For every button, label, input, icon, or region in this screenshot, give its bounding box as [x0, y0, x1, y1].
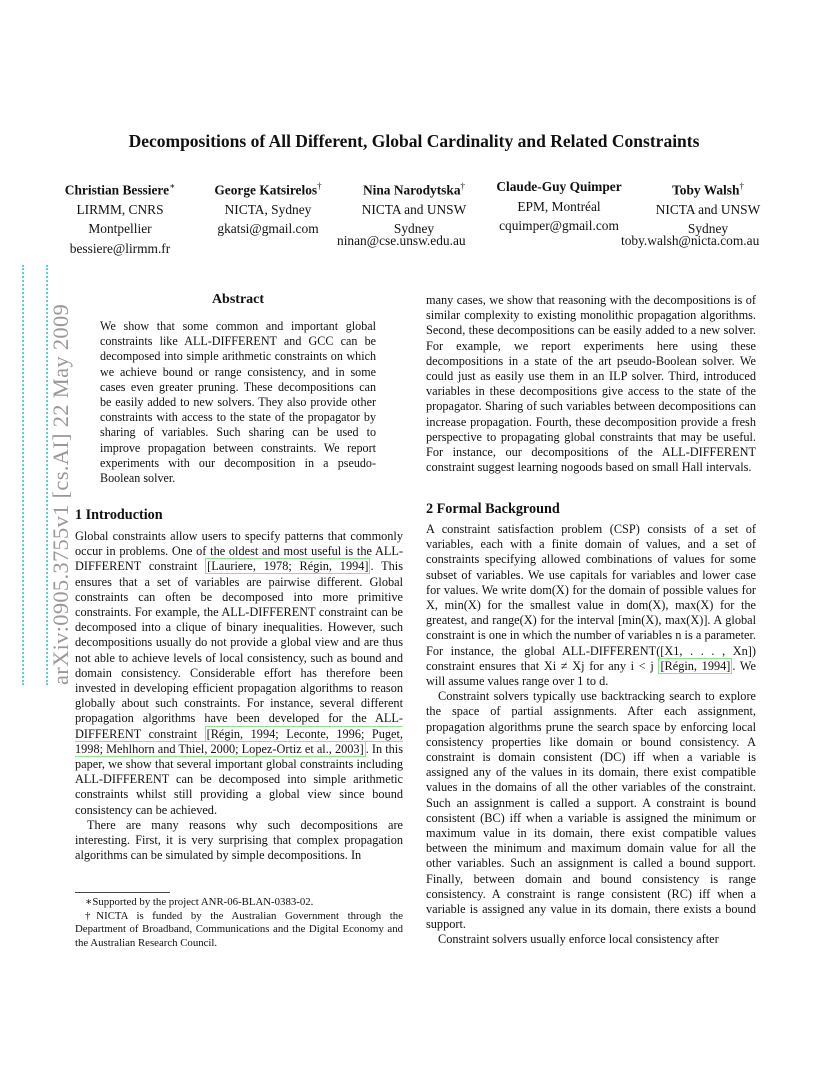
footnote-2: †NICTA is funded by the Australian Government through the Department of Broadband, Communications and the Digital Economy and the Australian Research Council. — [75, 909, 403, 949]
section-heading-formal-background: 2 Formal Background — [426, 501, 560, 517]
author-city: Sydney — [687, 221, 729, 237]
author-affiliation: NICTA and UNSW — [361, 201, 467, 217]
author-email: ninan@cse.unsw.edu.au — [337, 233, 466, 248]
author-affiliation: NICTA and UNSW — [655, 201, 761, 217]
author-name: Christian Bessiere — [64, 182, 170, 198]
section-heading-introduction: 1 Introduction — [75, 507, 163, 523]
author-city: Montpellier — [88, 221, 152, 237]
intro-body — [75, 529, 403, 863]
abstract-body — [100, 319, 376, 486]
author-block-walsh — [640, 177, 776, 239]
background-paragraph-1 — [426, 522, 756, 689]
link-border — [22, 265, 48, 685]
author-name: Claude-Guy Quimper — [496, 179, 622, 194]
author-mark: † — [317, 181, 322, 191]
author-email: cquimper@gmail.com — [499, 218, 619, 233]
author-name: Nina Narodytska — [362, 182, 461, 198]
arxiv-stamp[interactable] — [22, 265, 73, 685]
author-mark: † — [739, 181, 744, 191]
author-email: bessiere@lirmm.fr — [69, 240, 171, 256]
abstract-heading: Abstract — [211, 292, 265, 307]
author-email: gkatsi@gmail.com — [217, 221, 319, 237]
author-mark: ∗ — [169, 181, 176, 191]
author-block-narodytska — [346, 177, 482, 239]
author-block-bessiere — [50, 177, 190, 258]
citation-link[interactable]: [Régin, 1994] — [660, 658, 731, 673]
text-run: . This ensures that a set of variables are pairwise different. Global constraints can often be decomposed into more primitive constraints. For example, the ALL-DIFFERENT constraint can be decomposed into a clique of binary inequalities. However, such decompositions usually do not provide a global view and are thus not able to achieve levels of local consistency, such as bound and domain consistency. Considerable effort has therefore been invested in developing efficient propagation algorithms to reason globally about such constraints. For instance, several different propagation algorithms have been developed for the ALL-DIFFERENT constraint — [75, 559, 403, 741]
citation-link[interactable]: [Régin, 1994; Leconte, 1996; Puget, 1998; Mehlhorn and Thiel, 2000; Lopez-Ortiz et al., 2003] — [75, 726, 404, 756]
text-run: A constraint satisfaction problem (CSP) consists of a set of variables, each with a finite domain of values, and a set of constraints specifying allowed combinations of values for some subset of variables. We use capitals for variables and lower case for values. We write dom(X) for the domain of possible values for X, min(X) for the smallest value in dom(X), max(X) for the greatest, and range(X) for the interval [min(X), max(X)]. A global constraint is one in which the number of variables n is a parameter. For instance, the global ALL-DIFFERENT([X1, . . . , Xn]) constraint ensures that Xi ≠ Xj for any i < j — [426, 522, 756, 673]
intro-continuation: many cases, we show that reasoning with the decompositions is of similar complexity to existing monolithic propagation algorithms. Second, these decompositions can be easily added to a new solver. For example, we report experiments here using these decompositions in a state of the art pseudo-Boolean solver. We could just as easily use them in an ILP solver. Third, introduced variables in these decompositions give access to the state of the propagator. Sharing of such variables between decompositions can increase propagation. Fourth, these decomposition provide a fresh perspective to propagating global constraints that may be useful. For instance, our decompositions of the ALL-DIFFERENT constraint suggest learning nogoods based on small Hall intervals. — [426, 293, 756, 475]
author-city: Sydney — [393, 221, 435, 237]
background-body — [426, 522, 756, 948]
author-affiliation: NICTA, Sydney — [224, 201, 312, 217]
author-name: George Katsirelos — [214, 182, 318, 198]
citation-link[interactable]: [Lauriere, 1978; Régin, 1994] — [207, 559, 369, 574]
author-email: toby.walsh@nicta.com.au — [621, 233, 760, 248]
author-block-katsirelos — [198, 177, 338, 239]
text-run: . In this paper, we show that several important global constraints including ALL-DIFFERENT can be decomposed into simple arithmetic constraints whilst still providing a global view since bound consistency can be achieved. — [75, 741, 404, 817]
intro-paragraph-2: There are many reasons why such decompositions are interesting. First, it is very surprising that complex propagation algorithms can be simulated by simple decompositions. In — [75, 817, 403, 863]
author-affiliation: LIRMM, CNRS — [76, 201, 164, 217]
author-block-quimper — [484, 177, 634, 236]
text-run: Global constraints allow users to specify patterns that commonly occur in problems. One of the oldest and most useful is the ALL-DIFFERENT constraint — [75, 529, 403, 574]
footnote-1: ∗Supported by the project ANR-06-BLAN-0383-02. — [85, 896, 314, 908]
paper-title: Decompositions of All Different, Global Cardinality and Related Constraints — [128, 131, 700, 151]
right-column-continuation — [426, 293, 756, 475]
footnote-rule — [75, 892, 170, 893]
abstract-text: We show that some common and important global constraints like ALL-DIFFERENT and GCC can be decomposed into simple arithmetic constraints on which we achieve bound or range consistency, and in some cases even greater pruning. These decompositions can be easily added to new solvers. They also provide other constraints with access to the state of the propagator by sharing of variables. Such sharing can be used to improve propagation between constraints. We report experiments with our decomposition in a pseudo-Boolean solver. — [100, 319, 376, 486]
arxiv-stamp-text: arXiv:0905.3755v1 [cs.AI] 22 May 2009 — [48, 303, 73, 685]
footnotes — [75, 896, 403, 950]
author-mark: † — [460, 181, 466, 191]
author-name: Toby Walsh — [672, 182, 740, 198]
background-paragraph-2: Constraint solvers typically use backtracking search to explore the space of partial assignments. After each assignment, propagation algorithms prune the search space by enforcing local consistency properties like domain or bound consistency. A constraint is domain consistent (DC) iff when a variable is assigned any of the values in its domain, there exist compatible values in the domains of all the other variables of the constraint. Such an assignment is called a support. A constraint is bound consistent (BC) iff when a variable is assigned the minimum or maximum value in its domain, there exist compatible values between the minimum and maximum domain value for all the other variables. Such an assignment is called a bound support. Finally, between domain and bound consistency is range consistency. A constraint is range consistent (RC) iff when a variable is assigned any value in its domain, there exists a bound support. — [426, 689, 756, 932]
background-paragraph-3: Constraint solvers usually enforce local consistency after — [438, 932, 719, 947]
text-run: . We will assume values range over 1 to d. — [426, 658, 756, 689]
intro-paragraph-1 — [75, 529, 403, 818]
author-affiliation: EPM, Montréal — [517, 198, 601, 214]
